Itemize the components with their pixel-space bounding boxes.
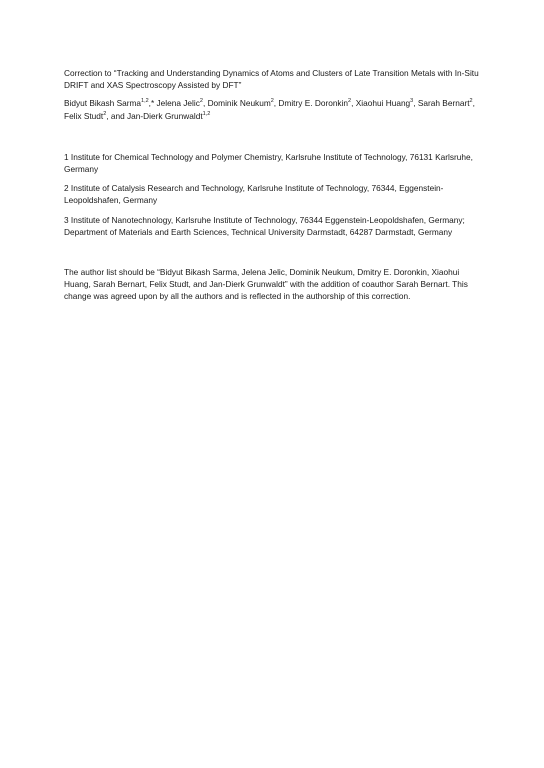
author-name: Felix Studt: [64, 110, 104, 121]
author: [418, 98, 475, 108]
author-separator: , and: [106, 110, 128, 121]
correction-body: The author list should be “Bidyut Bikash Sarma, Jelena Jelic, Dominik Neukum, Dmitry E. Doronkin, Xiaohui Huang, Sarah Bernart, Felix Studt, and Jan-Dierk Grunwaldt” with the addition of coauthor Sarah Bernart. This change was agreed upon by all the authors and is reflected in the authorship of this correction.: [64, 267, 468, 302]
author-affiliation-mark: 2: [103, 110, 107, 117]
affiliation-3: 3 Institute of Nanotechnology, Karlsruhe Institute of Technology, 76344 Eggenstein-Leopoldshafen, Germany; Department of Materials and Earth Sciences, Technical University Darmstadt, 64287 Darmstadt, Germany: [64, 214, 465, 237]
author-affiliation-mark: 1,2: [202, 110, 211, 117]
author-affiliation-mark: 2: [270, 98, 274, 105]
author-name: Bidyut Bikash Sarma: [64, 98, 142, 109]
affiliation-2: 2 Institute of Catalysis Research and Technology, Karlsruhe Institute of Technology, 76344, Eggenstein-Leopoldshafen, Germany: [64, 183, 444, 206]
author-affiliation-mark: 2: [348, 98, 352, 105]
author-separator: ,: [202, 98, 208, 109]
author-name: Dmitry E. Doronkin: [278, 98, 349, 109]
author-name: Dominik Neukum: [207, 98, 271, 109]
author: [278, 98, 355, 108]
affiliation-1: 1 Institute for Chemical Technology and Polymer Chemistry, Karlsruhe Institute of Technology, 76131 Karlsruhe, Germany: [64, 151, 473, 175]
author-name: Sarah Bernart: [417, 98, 470, 109]
correction-title: Correction to “Tracking and Understanding Dynamics of Atoms and Clusters of Late Transition Metals with In-Situ DRIFT and XAS Spectroscopy Assisted by DFT”: [64, 68, 479, 91]
author: [64, 98, 157, 108]
author: [127, 111, 210, 121]
author-separator: ,: [472, 98, 475, 109]
author-list: [64, 97, 484, 121]
author-separator: ,: [273, 98, 279, 109]
author-affiliation-mark: 1,2: [141, 98, 149, 105]
author-affiliation-mark: 3: [410, 98, 414, 105]
author-affiliation-mark: 2: [199, 98, 203, 105]
author-separator: ,: [413, 98, 418, 109]
author-name: Jan-Dierk Grunwaldt: [127, 110, 203, 121]
author-separator: ,: [351, 98, 356, 109]
author-name: Jelena Jelic: [156, 98, 200, 109]
author: [356, 98, 418, 108]
author-name: Xiaohui Huang: [355, 98, 411, 109]
author: [208, 98, 279, 108]
author-separator: ,*: [148, 98, 157, 109]
author: [64, 111, 127, 121]
document-content: [64, 67, 484, 303]
author-affiliation-mark: 2: [469, 98, 473, 105]
author: [157, 98, 208, 108]
